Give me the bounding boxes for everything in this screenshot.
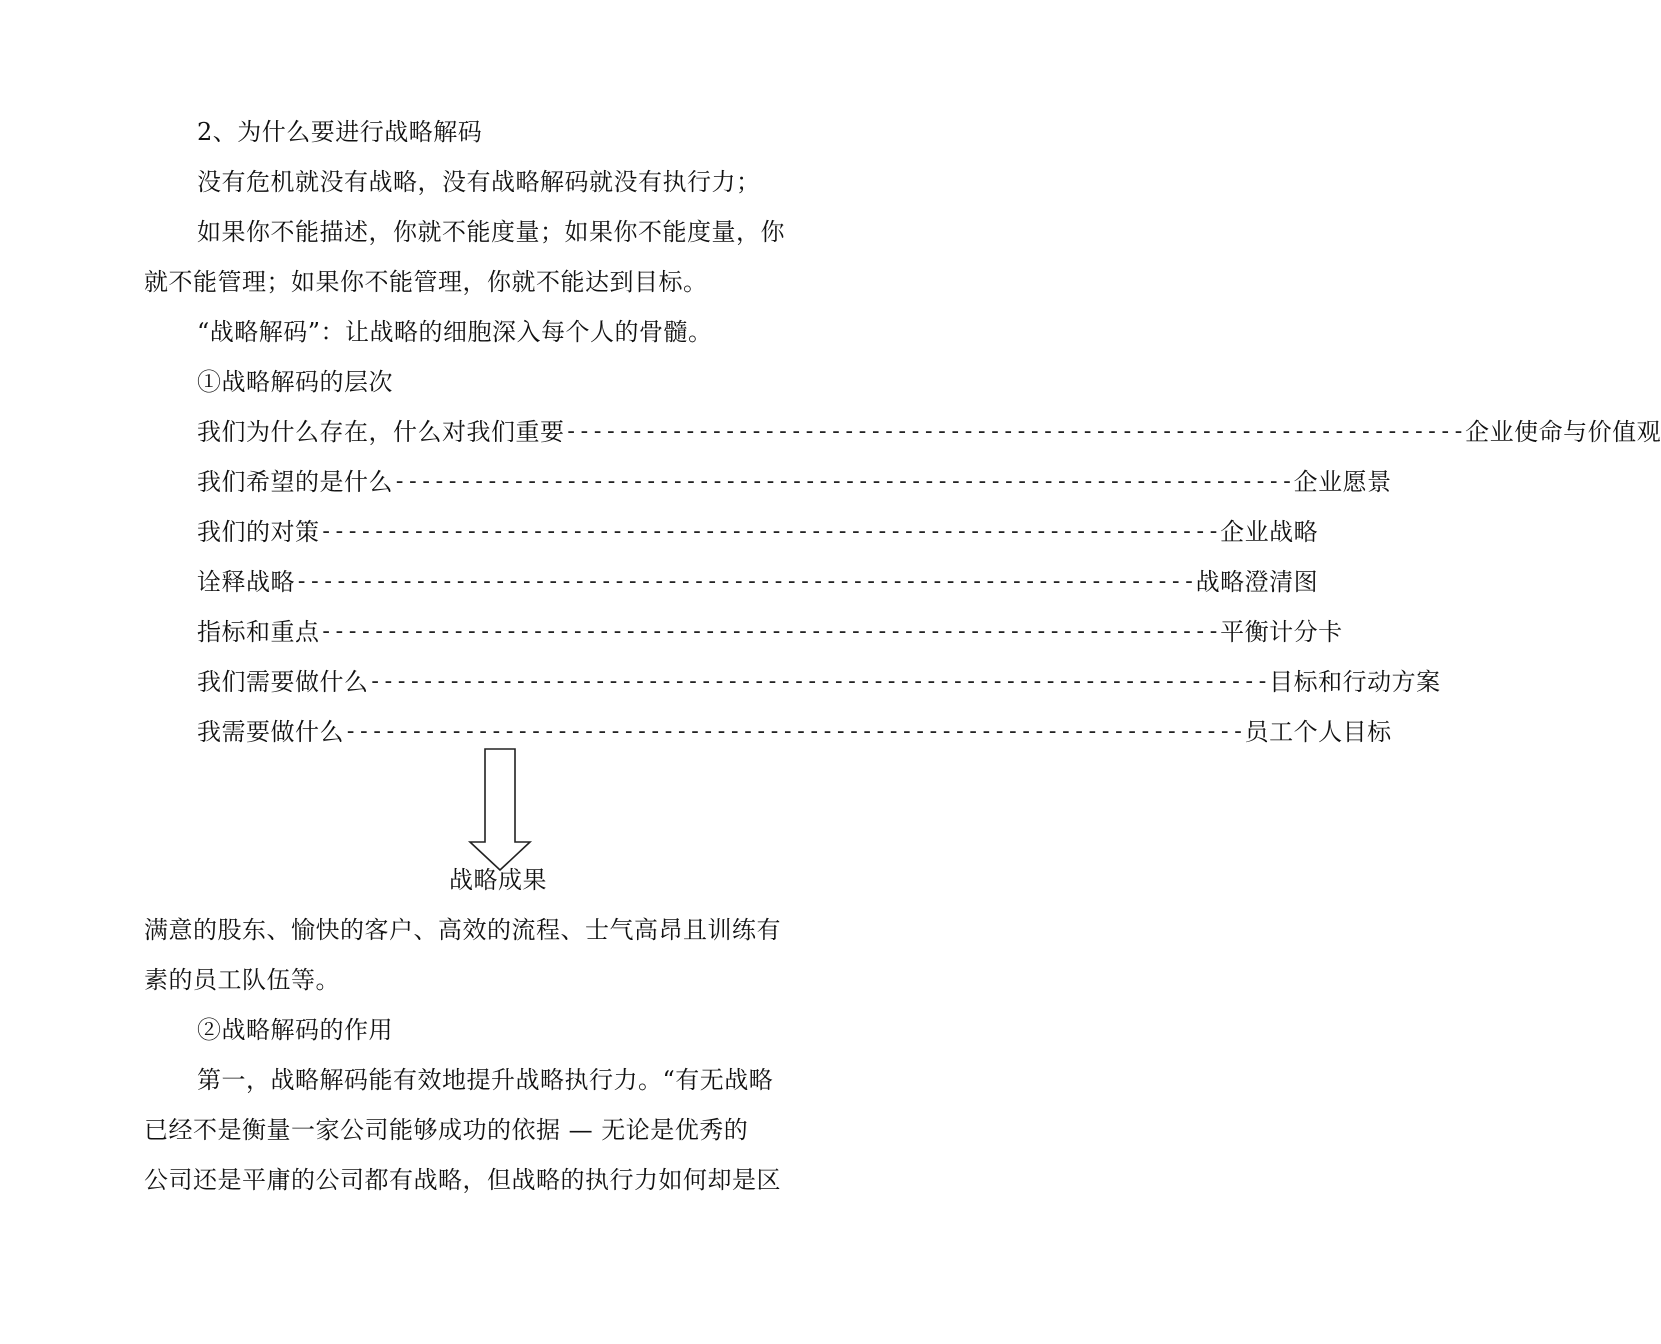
level-result: 平衡计分卡	[1220, 618, 1343, 646]
level-leader: --------------------------------------------------------------------	[368, 669, 1270, 694]
level-leader: --------------------------------------------------------------------	[564, 419, 1466, 444]
level-result: 企业战略	[1220, 518, 1319, 546]
level-row	[197, 418, 1661, 446]
level-leader: --------------------------------------------------------------------	[295, 569, 1196, 594]
role-paragraph-line3: 公司还是平庸的公司都有战略，但战略的执行力如何却是区	[144, 1166, 781, 1194]
level-label: 指标和重点	[197, 618, 320, 646]
level-row	[197, 718, 1392, 746]
level-label: 我们的对策	[197, 518, 320, 546]
outcome-description-line2: 素的员工队伍等。	[144, 966, 340, 994]
level-result: 企业使命与价值观	[1465, 418, 1661, 446]
level-row	[197, 668, 1441, 696]
paragraph-decoding-definition: “战略解码”：让战略的细胞深入每个人的骨髓。	[197, 318, 713, 346]
paragraph-crisis: 没有危机就没有战略，没有战略解码就没有执行力；	[197, 168, 761, 196]
paragraph-measure-line1: 如果你不能描述，你就不能度量；如果你不能度量，你	[197, 218, 785, 246]
level-label: 我们需要做什么	[197, 668, 369, 696]
level-label: 我需要做什么	[197, 718, 344, 746]
outcome-description-line1: 满意的股东、愉快的客户、高效的流程、士气高昂且训练有	[144, 916, 781, 944]
role-paragraph-line1: 第一，战略解码能有效地提升战略执行力。“有无战略	[197, 1066, 774, 1094]
level-result: 战略澄清图	[1195, 568, 1319, 596]
role-heading: ②战略解码的作用	[197, 1016, 393, 1044]
level-result: 目标和行动方案	[1269, 668, 1441, 696]
levels-heading: ①战略解码的层次	[197, 368, 393, 396]
level-leader: --------------------------------------------------------------------	[393, 469, 1294, 494]
level-row	[197, 518, 1319, 546]
level-label: 我们为什么存在，什么对我们重要	[197, 418, 565, 446]
level-leader: --------------------------------------------------------------------	[344, 719, 1245, 744]
level-label: 我们希望的是什么	[197, 468, 393, 496]
level-leader: --------------------------------------------------------------------	[319, 519, 1221, 544]
outcome-label: 战略成果	[449, 866, 547, 894]
level-leader: --------------------------------------------------------------------	[319, 619, 1221, 644]
level-label: 诠释战略	[197, 568, 295, 596]
level-row	[197, 568, 1319, 596]
level-row	[197, 618, 1343, 646]
section-title: 2、为什么要进行战略解码	[197, 118, 483, 146]
role-paragraph-line2: 已经不是衡量一家公司能够成功的依据 — 无论是优秀的	[144, 1116, 749, 1144]
level-result: 员工个人目标	[1244, 718, 1392, 746]
paragraph-measure-line2: 就不能管理；如果你不能管理，你就不能达到目标。	[144, 268, 708, 296]
level-row	[197, 468, 1392, 496]
down-arrow-icon	[468, 748, 532, 872]
level-result: 企业愿景	[1293, 468, 1392, 496]
